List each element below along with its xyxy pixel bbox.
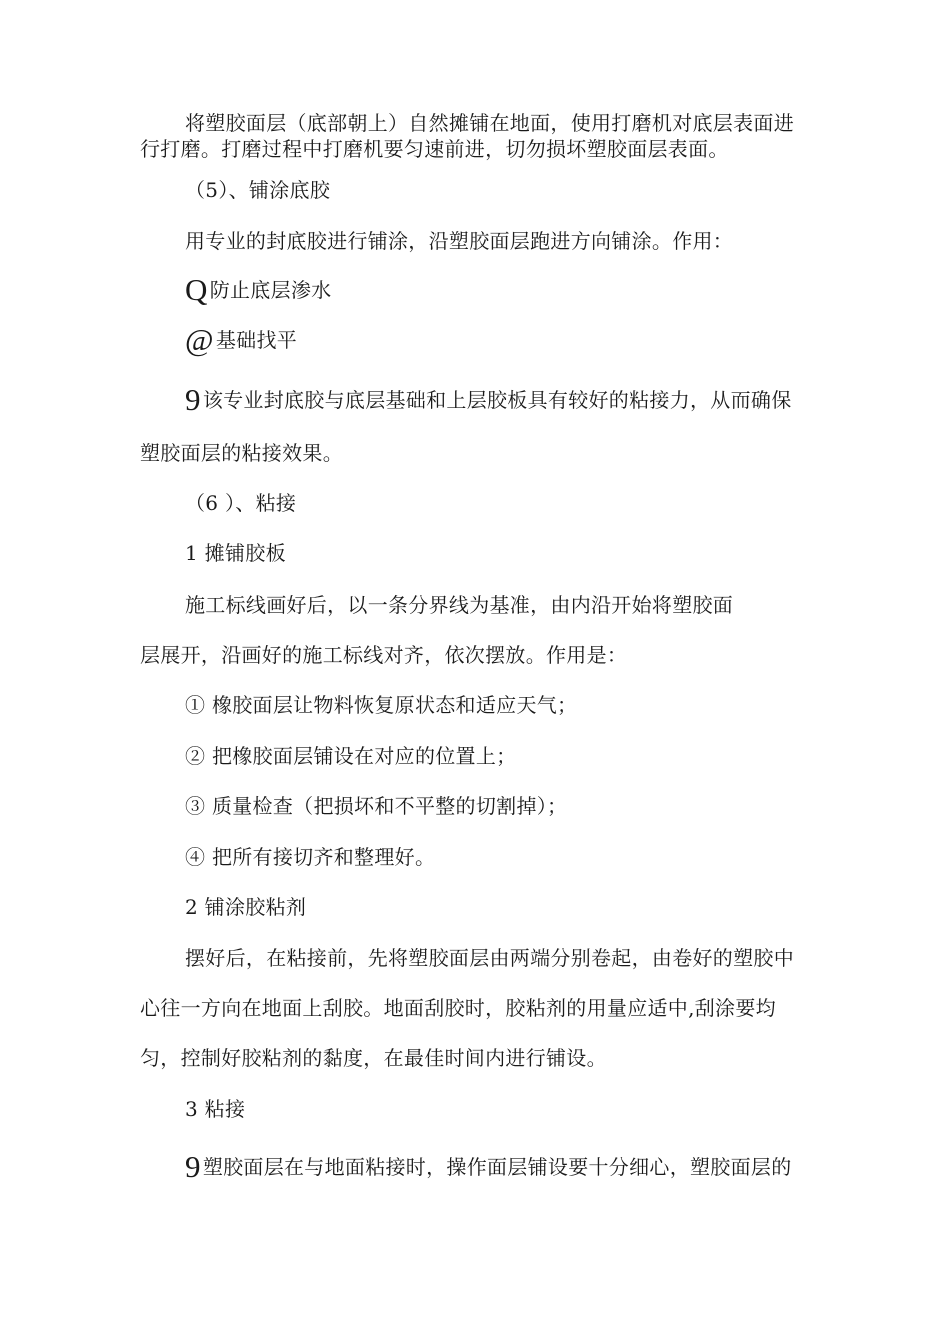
paragraph-line: 施工标线画好后，以一条分界线为基准，由内沿开始将塑胶面 [185,593,734,617]
paragraph-line: 心往一方向在地面上刮胶。地面刮胶时，胶粘剂的用量应适中,刮涂要均 [140,996,776,1020]
bullet-marker: @ [185,322,214,357]
bullet-text: 该专业封底胶与底层基础和上层胶板具有较好的粘接力，从而确保 [202,388,792,412]
list-item: ④ 把所有接切齐和整理好。 [185,845,436,869]
bullet-text: 防止底层渗水 [209,278,332,302]
paragraph-line: 摆好后，在粘接前，先将塑胶面层由两端分别卷起，由卷好的塑胶中 [185,946,794,970]
section-heading: （6 ）、粘接 [185,491,297,515]
list-item: ② 把橡胶面层铺设在对应的位置上； [185,744,517,768]
bullet-text: 基础找平 [215,328,298,352]
bullet-marker: Q [185,272,208,307]
bullet-marker: 9 [185,382,201,417]
bullet-item [185,382,792,417]
bullet-marker: 9 [185,1149,201,1184]
bullet-item [185,1149,792,1184]
paragraph-line: 行打磨。打磨过程中打磨机要匀速前进，切勿损坏塑胶面层表面。 [140,137,729,161]
list-item: ① 橡胶面层让物料恢复原状态和适应天气； [185,693,578,717]
paragraph-line: 塑胶面层的粘接效果。 [140,441,343,465]
paragraph-line: 层展开，沿画好的施工标线对齐，依次摆放。作用是： [140,643,628,667]
paragraph-line: 将塑胶面层（底部朝上）自然摊铺在地面，使用打磨机对底层表面进 [185,111,794,135]
list-item: ③ 质量检查（把损坏和不平整的切割掉）； [185,794,568,818]
bullet-text: 塑胶面层在与地面粘接时，操作面层铺设要十分细心，塑胶面层的 [202,1155,792,1179]
bullet-item [185,322,298,357]
section-heading: （5）、铺涂底胶 [185,178,331,202]
subsection-heading: 2 铺涂胶粘剂 [185,895,307,919]
paragraph-line: 用专业的封底胶进行铺涂，沿塑胶面层跑进方向铺涂。作用： [185,229,734,253]
paragraph-line: 匀，控制好胶粘剂的黏度，在最佳时间内进行铺设。 [140,1046,607,1070]
subsection-heading: 1 摊铺胶板 [185,541,286,565]
bullet-item [185,272,332,307]
subsection-heading: 3 粘接 [185,1097,246,1121]
